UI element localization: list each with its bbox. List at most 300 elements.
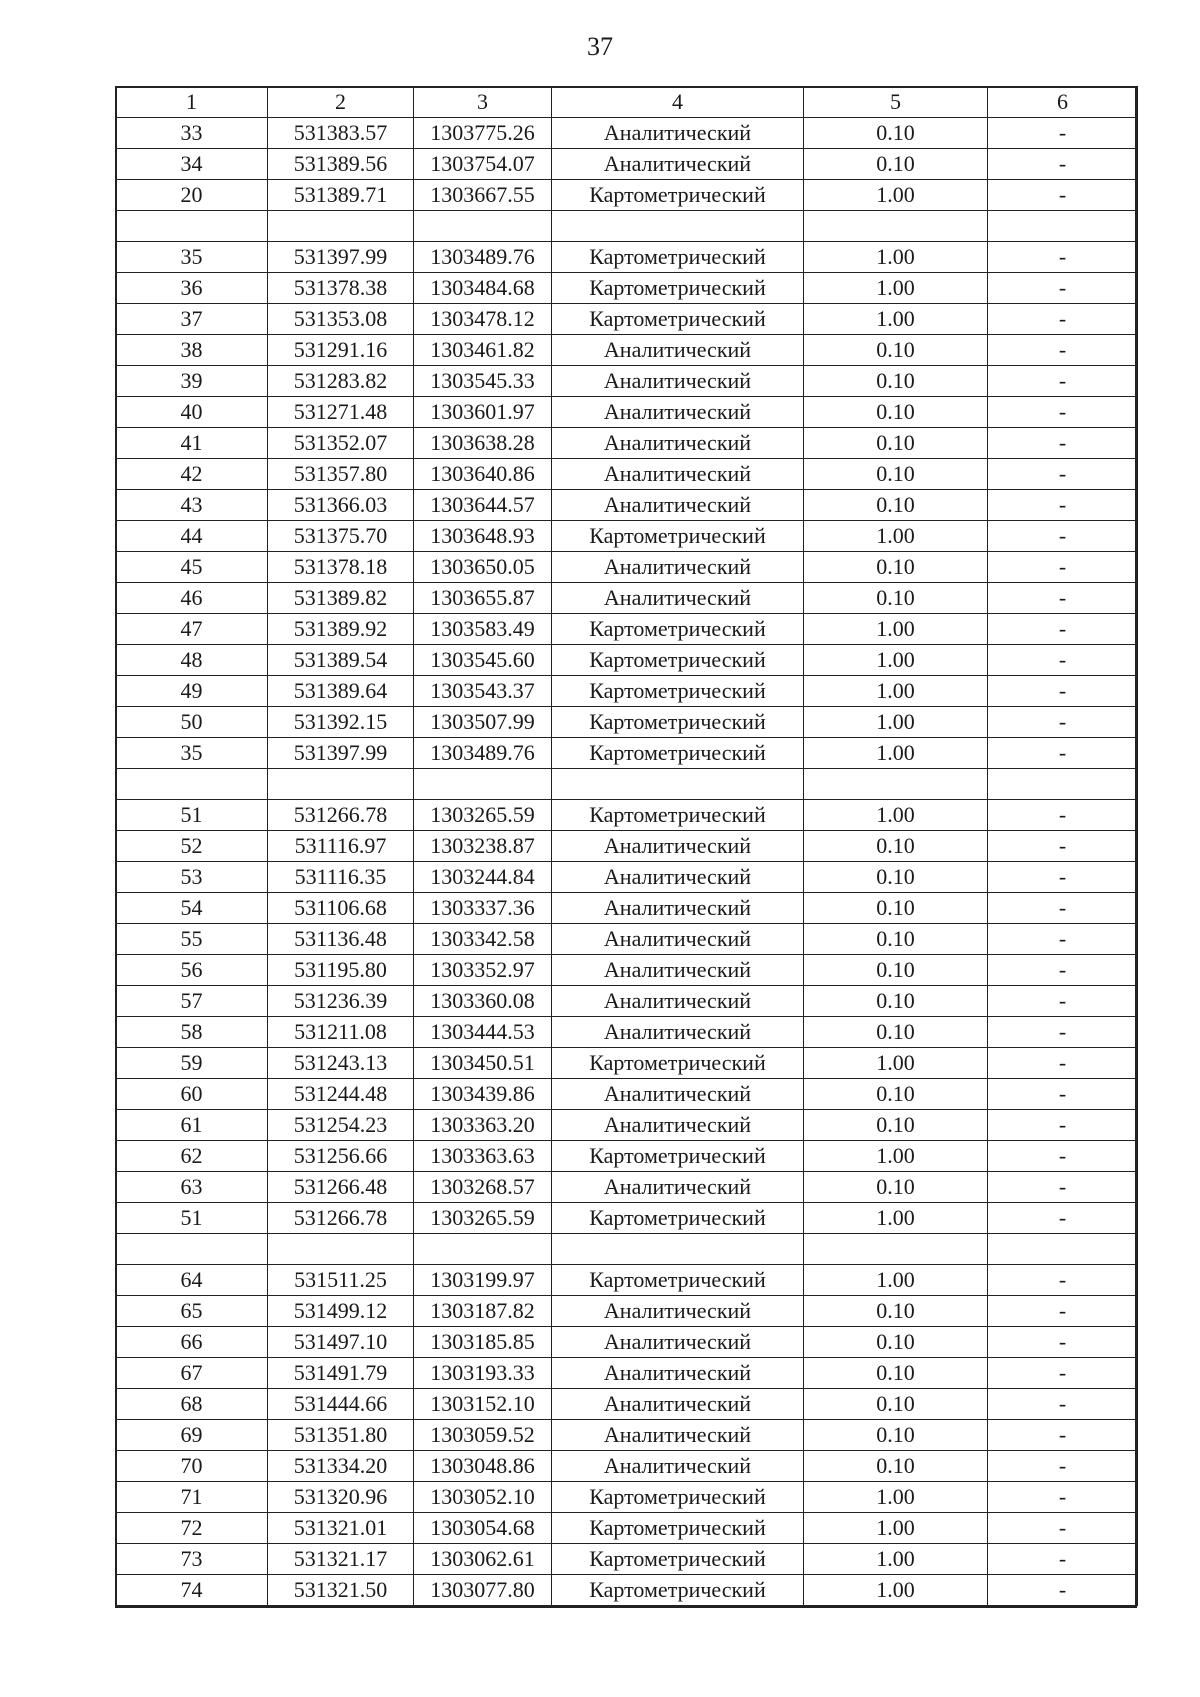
y-coordinate-cell: 1303337.36 [414,893,552,924]
point-number-cell: 58 [116,1017,268,1048]
point-number-cell: 70 [116,1451,268,1482]
description-cell: - [988,831,1138,862]
table-row [116,428,1138,459]
accuracy-cell [804,1234,988,1265]
point-number-cell: 52 [116,831,268,862]
x-coordinate-cell: 531266.48 [268,1172,414,1203]
method-cell: Аналитический [552,149,804,180]
x-coordinate-cell: 531397.99 [268,242,414,273]
accuracy-cell: 1.00 [804,1482,988,1513]
y-coordinate-cell: 1303638.28 [414,428,552,459]
column-header: 3 [414,87,552,118]
x-coordinate-cell: 531497.10 [268,1327,414,1358]
y-coordinate-cell [414,211,552,242]
method-cell: Аналитический [552,397,804,428]
method-cell: Аналитический [552,831,804,862]
table-row [116,335,1138,366]
point-number-cell: 55 [116,924,268,955]
description-cell: - [988,645,1138,676]
column-header: 6 [988,87,1138,118]
method-cell: Аналитический [552,1389,804,1420]
accuracy-cell: 0.10 [804,1296,988,1327]
method-cell [552,769,804,800]
description-cell: - [988,1079,1138,1110]
description-cell: - [988,1575,1138,1606]
point-number-cell: 65 [116,1296,268,1327]
accuracy-cell: 0.10 [804,893,988,924]
y-coordinate-cell: 1303450.51 [414,1048,552,1079]
description-cell: - [988,1327,1138,1358]
accuracy-cell: 1.00 [804,242,988,273]
method-cell: Аналитический [552,428,804,459]
table-row [116,893,1138,924]
x-coordinate-cell: 531499.12 [268,1296,414,1327]
y-coordinate-cell: 1303342.58 [414,924,552,955]
point-number-cell [116,211,268,242]
y-coordinate-cell: 1303265.59 [414,800,552,831]
x-coordinate-cell: 531266.78 [268,800,414,831]
accuracy-cell: 0.10 [804,955,988,986]
accuracy-cell: 0.10 [804,831,988,862]
x-coordinate-cell: 531243.13 [268,1048,414,1079]
accuracy-cell: 0.10 [804,149,988,180]
method-cell: Аналитический [552,893,804,924]
method-cell: Картометрический [552,1141,804,1172]
y-coordinate-cell: 1303545.60 [414,645,552,676]
x-coordinate-cell: 531357.80 [268,459,414,490]
x-coordinate-cell: 531136.48 [268,924,414,955]
point-number-cell: 60 [116,1079,268,1110]
y-coordinate-cell: 1303583.49 [414,614,552,645]
accuracy-cell: 0.10 [804,1172,988,1203]
x-coordinate-cell: 531321.01 [268,1513,414,1544]
x-coordinate-cell: 531389.64 [268,676,414,707]
method-cell: Аналитический [552,1172,804,1203]
table-row [116,769,1138,800]
point-number-cell: 53 [116,862,268,893]
point-number-cell: 57 [116,986,268,1017]
point-number-cell: 42 [116,459,268,490]
y-coordinate-cell: 1303444.53 [414,1017,552,1048]
table-row [116,676,1138,707]
point-number-cell: 62 [116,1141,268,1172]
method-cell: Картометрический [552,242,804,273]
description-cell: - [988,862,1138,893]
x-coordinate-cell: 531389.92 [268,614,414,645]
y-coordinate-cell: 1303054.68 [414,1513,552,1544]
x-coordinate-cell: 531389.82 [268,583,414,614]
method-cell: Картометрический [552,1513,804,1544]
x-coordinate-cell: 531389.56 [268,149,414,180]
description-cell: - [988,521,1138,552]
table-row [116,1265,1138,1296]
page-number: 37 [587,32,613,61]
point-number-cell: 68 [116,1389,268,1420]
table-row [116,521,1138,552]
method-cell: Аналитический [552,1327,804,1358]
y-coordinate-cell: 1303077.80 [414,1575,552,1606]
x-coordinate-cell: 531383.57 [268,118,414,149]
x-coordinate-cell: 531116.35 [268,862,414,893]
y-coordinate-cell: 1303644.57 [414,490,552,521]
x-coordinate-cell: 531244.48 [268,1079,414,1110]
description-cell [988,211,1138,242]
x-coordinate-cell: 531320.96 [268,1482,414,1513]
y-coordinate-cell: 1303048.86 [414,1451,552,1482]
accuracy-cell: 0.10 [804,1110,988,1141]
table-row [116,800,1138,831]
description-cell: - [988,1482,1138,1513]
table-row [116,1079,1138,1110]
description-cell: - [988,738,1138,769]
y-coordinate-cell: 1303439.86 [414,1079,552,1110]
y-coordinate-cell: 1303489.76 [414,242,552,273]
y-coordinate-cell: 1303352.97 [414,955,552,986]
point-number-cell: 69 [116,1420,268,1451]
accuracy-cell: 0.10 [804,428,988,459]
x-coordinate-cell: 531254.23 [268,1110,414,1141]
y-coordinate-cell: 1303185.85 [414,1327,552,1358]
accuracy-cell: 1.00 [804,645,988,676]
point-number-cell: 44 [116,521,268,552]
description-cell: - [988,149,1138,180]
table-row [116,1327,1138,1358]
accuracy-cell: 1.00 [804,273,988,304]
table-row [116,1017,1138,1048]
y-coordinate-cell: 1303059.52 [414,1420,552,1451]
table-row [116,1513,1138,1544]
accuracy-cell: 0.10 [804,490,988,521]
accuracy-cell: 1.00 [804,707,988,738]
point-number-cell: 54 [116,893,268,924]
x-coordinate-cell: 531352.07 [268,428,414,459]
description-cell: - [988,428,1138,459]
table-row [116,1482,1138,1513]
description-cell: - [988,986,1138,1017]
method-cell: Картометрический [552,273,804,304]
x-coordinate-cell: 531392.15 [268,707,414,738]
table-row [116,738,1138,769]
method-cell: Аналитический [552,335,804,366]
description-cell: - [988,1048,1138,1079]
point-number-cell: 38 [116,335,268,366]
method-cell: Картометрический [552,304,804,335]
table-row [116,614,1138,645]
accuracy-cell: 1.00 [804,1141,988,1172]
method-cell: Аналитический [552,1358,804,1389]
y-coordinate-cell [414,769,552,800]
description-cell: - [988,924,1138,955]
point-number-cell: 67 [116,1358,268,1389]
table-row [116,924,1138,955]
y-coordinate-cell: 1303655.87 [414,583,552,614]
point-number-cell: 35 [116,242,268,273]
table-row [116,397,1138,428]
table-row [116,1141,1138,1172]
table-row [116,862,1138,893]
method-cell: Картометрический [552,1544,804,1575]
column-header: 1 [116,87,268,118]
accuracy-cell: 0.10 [804,1451,988,1482]
point-number-cell: 43 [116,490,268,521]
x-coordinate-cell: 531378.38 [268,273,414,304]
accuracy-cell: 0.10 [804,459,988,490]
point-number-cell: 33 [116,118,268,149]
method-cell: Аналитический [552,924,804,955]
x-coordinate-cell: 531106.68 [268,893,414,924]
y-coordinate-cell: 1303489.76 [414,738,552,769]
y-coordinate-cell: 1303775.26 [414,118,552,149]
accuracy-cell: 0.10 [804,1389,988,1420]
accuracy-cell: 0.10 [804,1358,988,1389]
accuracy-cell: 1.00 [804,614,988,645]
description-cell: - [988,1358,1138,1389]
y-coordinate-cell: 1303152.10 [414,1389,552,1420]
method-cell: Картометрический [552,521,804,552]
accuracy-cell: 1.00 [804,1265,988,1296]
accuracy-cell: 1.00 [804,304,988,335]
x-coordinate-cell: 531195.80 [268,955,414,986]
y-coordinate-cell: 1303265.59 [414,1203,552,1234]
point-number-cell: 47 [116,614,268,645]
table-row [116,1172,1138,1203]
y-coordinate-cell: 1303244.84 [414,862,552,893]
table-row [116,831,1138,862]
accuracy-cell: 1.00 [804,180,988,211]
x-coordinate-cell [268,211,414,242]
point-number-cell: 46 [116,583,268,614]
x-coordinate-cell: 531366.03 [268,490,414,521]
description-cell: - [988,676,1138,707]
table-row [116,459,1138,490]
method-cell: Картометрический [552,645,804,676]
x-coordinate-cell: 531351.80 [268,1420,414,1451]
x-coordinate-cell: 531511.25 [268,1265,414,1296]
table-row [116,304,1138,335]
table-body [116,118,1138,1606]
method-cell: Аналитический [552,366,804,397]
accuracy-cell: 0.10 [804,118,988,149]
x-coordinate-cell: 531353.08 [268,304,414,335]
description-cell: - [988,335,1138,366]
x-coordinate-cell [268,769,414,800]
point-number-cell: 74 [116,1575,268,1606]
y-coordinate-cell: 1303363.20 [414,1110,552,1141]
column-header: 4 [552,87,804,118]
table-header-row [116,87,1138,118]
x-coordinate-cell: 531321.50 [268,1575,414,1606]
point-number-cell: 40 [116,397,268,428]
description-cell: - [988,893,1138,924]
accuracy-cell: 0.10 [804,862,988,893]
accuracy-cell: 0.10 [804,1079,988,1110]
description-cell: - [988,1513,1138,1544]
y-coordinate-cell: 1303543.37 [414,676,552,707]
description-cell [988,1234,1138,1265]
accuracy-cell: 0.10 [804,986,988,1017]
accuracy-cell: 0.10 [804,1420,988,1451]
table-row [116,1358,1138,1389]
method-cell: Аналитический [552,1017,804,1048]
point-number-cell: 20 [116,180,268,211]
method-cell: Аналитический [552,583,804,614]
accuracy-cell: 0.10 [804,583,988,614]
method-cell: Аналитический [552,490,804,521]
table-row [116,1048,1138,1079]
description-cell: - [988,366,1138,397]
description-cell: - [988,1110,1138,1141]
y-coordinate-cell: 1303238.87 [414,831,552,862]
x-coordinate-cell: 531321.17 [268,1544,414,1575]
method-cell: Картометрический [552,1203,804,1234]
method-cell: Аналитический [552,862,804,893]
description-cell: - [988,180,1138,211]
method-cell: Аналитический [552,1079,804,1110]
table-row [116,1575,1138,1606]
x-coordinate-cell [268,1234,414,1265]
table-row [116,1389,1138,1420]
accuracy-cell: 0.10 [804,397,988,428]
description-cell: - [988,1296,1138,1327]
table-row [116,1296,1138,1327]
y-coordinate-cell: 1303052.10 [414,1482,552,1513]
table-row [116,149,1138,180]
description-cell: - [988,1544,1138,1575]
x-coordinate-cell: 531116.97 [268,831,414,862]
accuracy-cell: 1.00 [804,676,988,707]
accuracy-cell: 0.10 [804,924,988,955]
point-number-cell: 61 [116,1110,268,1141]
y-coordinate-cell: 1303193.33 [414,1358,552,1389]
y-coordinate-cell [414,1234,552,1265]
method-cell: Аналитический [552,955,804,986]
point-number-cell: 66 [116,1327,268,1358]
y-coordinate-cell: 1303667.55 [414,180,552,211]
description-cell: - [988,583,1138,614]
description-cell: - [988,707,1138,738]
x-coordinate-cell: 531389.71 [268,180,414,211]
description-cell: - [988,459,1138,490]
point-number-cell [116,769,268,800]
description-cell: - [988,304,1138,335]
method-cell: Картометрический [552,1575,804,1606]
table-row [116,242,1138,273]
y-coordinate-cell: 1303268.57 [414,1172,552,1203]
accuracy-cell: 1.00 [804,1203,988,1234]
method-cell: Картометрический [552,180,804,211]
y-coordinate-cell: 1303478.12 [414,304,552,335]
description-cell: - [988,397,1138,428]
method-cell: Аналитический [552,1110,804,1141]
description-cell: - [988,273,1138,304]
point-number-cell: 39 [116,366,268,397]
table-row [116,1110,1138,1141]
y-coordinate-cell: 1303484.68 [414,273,552,304]
method-cell: Аналитический [552,986,804,1017]
y-coordinate-cell: 1303187.82 [414,1296,552,1327]
point-number-cell: 41 [116,428,268,459]
accuracy-cell: 0.10 [804,366,988,397]
y-coordinate-cell: 1303062.61 [414,1544,552,1575]
description-cell: - [988,1017,1138,1048]
x-coordinate-cell: 531397.99 [268,738,414,769]
coordinates-table [115,86,1138,1606]
accuracy-cell: 1.00 [804,738,988,769]
point-number-cell: 45 [116,552,268,583]
method-cell: Картометрический [552,800,804,831]
method-cell: Картометрический [552,676,804,707]
table-row [116,1544,1138,1575]
description-cell: - [988,1203,1138,1234]
column-header: 5 [804,87,988,118]
method-cell: Картометрический [552,738,804,769]
y-coordinate-cell: 1303545.33 [414,366,552,397]
accuracy-cell [804,211,988,242]
method-cell: Аналитический [552,1451,804,1482]
table-row [116,211,1138,242]
method-cell: Аналитический [552,1420,804,1451]
table-row [116,707,1138,738]
x-coordinate-cell: 531378.18 [268,552,414,583]
y-coordinate-cell: 1303363.63 [414,1141,552,1172]
point-number-cell: 59 [116,1048,268,1079]
accuracy-cell: 1.00 [804,1048,988,1079]
accuracy-cell: 1.00 [804,1513,988,1544]
accuracy-cell: 0.10 [804,1017,988,1048]
x-coordinate-cell: 531211.08 [268,1017,414,1048]
point-number-cell: 72 [116,1513,268,1544]
description-cell: - [988,1420,1138,1451]
method-cell: Картометрический [552,707,804,738]
table-row [116,1420,1138,1451]
method-cell [552,211,804,242]
description-cell [988,769,1138,800]
table-row [116,645,1138,676]
method-cell: Аналитический [552,552,804,583]
accuracy-cell: 1.00 [804,800,988,831]
accuracy-cell: 0.10 [804,1327,988,1358]
method-cell: Картометрический [552,614,804,645]
point-number-cell: 48 [116,645,268,676]
description-cell: - [988,614,1138,645]
x-coordinate-cell: 531236.39 [268,986,414,1017]
point-number-cell: 36 [116,273,268,304]
point-number-cell: 37 [116,304,268,335]
point-number-cell: 51 [116,800,268,831]
point-number-cell: 64 [116,1265,268,1296]
description-cell: - [988,490,1138,521]
method-cell: Аналитический [552,1296,804,1327]
x-coordinate-cell: 531271.48 [268,397,414,428]
x-coordinate-cell: 531291.16 [268,335,414,366]
table-row [116,955,1138,986]
accuracy-cell: 0.10 [804,335,988,366]
point-number-cell: 73 [116,1544,268,1575]
table-row [116,366,1138,397]
point-number-cell: 56 [116,955,268,986]
point-number-cell: 50 [116,707,268,738]
point-number-cell: 51 [116,1203,268,1234]
x-coordinate-cell: 531283.82 [268,366,414,397]
description-cell: - [988,552,1138,583]
x-coordinate-cell: 531444.66 [268,1389,414,1420]
point-number-cell: 34 [116,149,268,180]
x-coordinate-cell: 531491.79 [268,1358,414,1389]
accuracy-cell [804,769,988,800]
accuracy-cell: 0.10 [804,552,988,583]
accuracy-cell: 1.00 [804,521,988,552]
accuracy-cell: 1.00 [804,1575,988,1606]
